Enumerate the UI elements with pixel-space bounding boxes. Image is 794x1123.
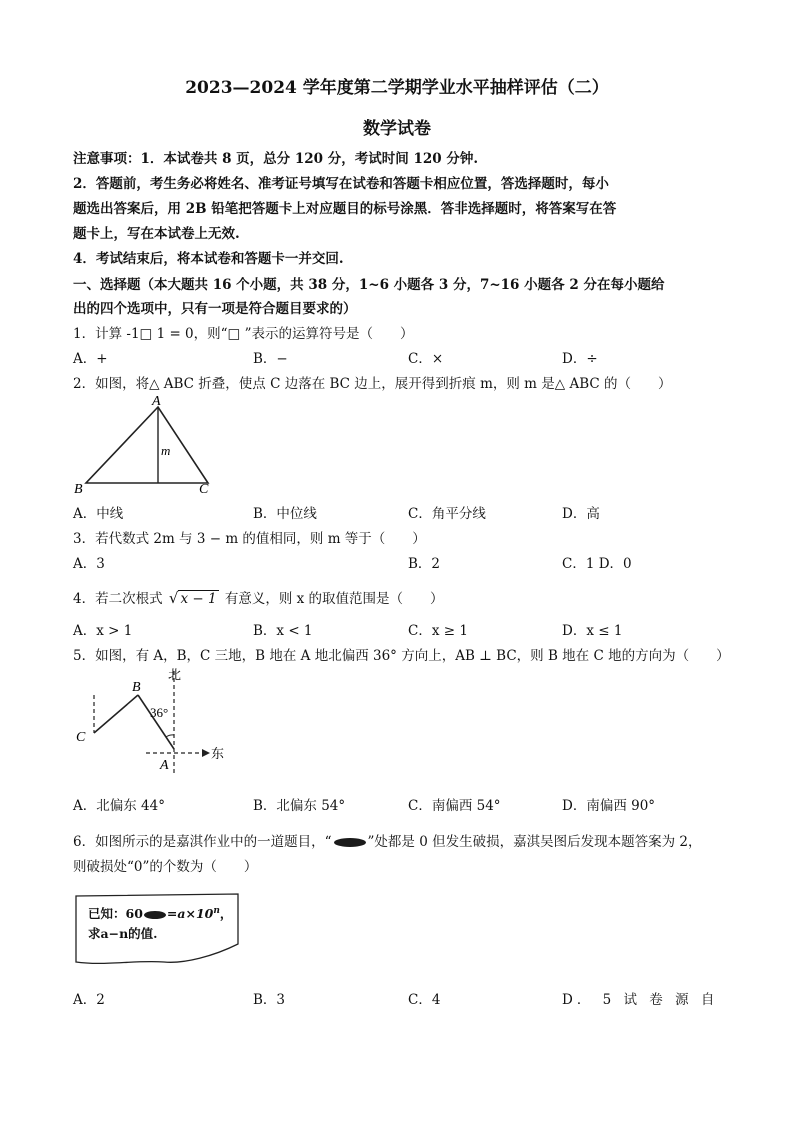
q4-option-d: D．x ≤ 1 <box>562 623 623 639</box>
label-a: A <box>152 394 161 409</box>
q1-option-c: C．× <box>408 351 444 367</box>
q3-option-b: B．2 <box>408 556 441 572</box>
q4-option-c: C．x ≥ 1 <box>408 623 468 639</box>
section-heading-2: 出的四个选项中，只有一项是符合题目要求的） <box>73 301 357 317</box>
q4-stem-a: 4．若二次根式 <box>73 591 163 607</box>
q5-option-a: A．北偏东 44° <box>73 798 165 814</box>
notes-line-3: 题选出答案后，用 2B 铅笔把答题卡上对应题目的标号涂黑．答非选择题时，将答案写在答 <box>73 201 617 217</box>
card-line-2: 求a−n的值. <box>88 926 158 941</box>
q3-stem: 3．若代数式 2m 与 3 − m 的值相同，则 m 等于（ ） <box>73 531 426 547</box>
label-a: A <box>160 758 169 773</box>
q6-stem-b: ”处都是 0 但发生破损，嘉淇吴图后发现本题答案为 2， <box>367 834 702 850</box>
q4-option-b: B．x < 1 <box>253 623 313 639</box>
east-arrow-icon <box>202 749 210 757</box>
q6-stem-a: 6．如图所示的是嘉淇作业中的一道题目，“ <box>73 834 332 850</box>
q6-option-d: D． 5 试 卷 源 自 <box>562 992 719 1008</box>
q2-stem: 2．如图，将△ ABC 折叠，使点 C 边落在 BC 边上，展开得到折痕 m，则 m 是△ ABC 的（ ） <box>73 376 672 392</box>
card-equation: =a×10 <box>166 906 214 921</box>
triangle-abc <box>86 407 208 483</box>
q1-option-d: D．÷ <box>562 351 598 367</box>
card-exponent: n <box>213 905 220 916</box>
q5-option-c: C．南偏西 54° <box>408 798 501 814</box>
card-comma: ， <box>219 906 233 921</box>
sqrt-expression <box>169 589 219 607</box>
q5-direction-figure <box>70 665 230 785</box>
q1-option-a: A．+ <box>73 351 108 367</box>
sqrt-sign-icon: √ <box>168 589 179 607</box>
q1-stem: 1．计算 -1□ 1 = 0，则“□ ”表示的运算符号是（ ） <box>73 326 414 342</box>
card-given: 已知：60 <box>88 906 143 921</box>
card-ink-blot-icon <box>144 911 166 919</box>
q6-option-b: B．3 <box>253 992 286 1008</box>
q2-option-a: A．中线 <box>73 506 124 522</box>
q4-stem-b: 有意义，则 x 的取值范围是（ ） <box>224 591 444 607</box>
angle-arc <box>166 735 174 737</box>
q6-option-a: A．2 <box>73 992 105 1008</box>
segment-cb <box>94 695 138 733</box>
exam-subtitle: 数学试卷 <box>363 119 431 139</box>
q5-option-d: D．南偏西 90° <box>562 798 656 814</box>
label-b: B <box>74 482 83 497</box>
q4-radicand: x − 1 <box>180 591 217 607</box>
label-b: B <box>132 680 141 695</box>
notes-line-5: 4．考试结束后，将本试卷和答题卡一并交回. <box>73 251 344 267</box>
q6-stem <box>73 830 701 850</box>
exam-title: 2023—2024 学年度第二学期学业水平抽样评估（二） <box>185 78 609 98</box>
section-heading-1: 一、选择题（本大题共 16 个小题，共 38 分，1~6 小题各 3 分，7~16 小题各 2 分在每小题给 <box>73 277 665 293</box>
q2-option-c: C．角平分线 <box>408 506 486 522</box>
q4-stem <box>73 587 444 607</box>
label-m: m <box>161 443 171 458</box>
q5-stem: 5．如图，有 A，B，C 三地，B 地在 A 地北偏西 36° 方向上，AB ⊥ BC，则 B 地在 C 地的方向为（ ） <box>73 648 730 664</box>
q6-homework-card <box>74 892 242 968</box>
segment-ba <box>138 695 174 749</box>
ink-blot-icon <box>334 838 366 847</box>
q4-option-a: A．x > 1 <box>73 623 133 639</box>
q2-option-b: B．中位线 <box>253 506 317 522</box>
label-c: C <box>76 730 86 745</box>
q6-option-c: C．4 <box>408 992 441 1008</box>
q1-option-b: B．− <box>253 351 288 367</box>
q6-stem-2: 则破损处“0”的个数为（ ） <box>73 859 258 875</box>
card-line-1 <box>88 904 232 922</box>
notes-line-1: 注意事项：1．本试卷共 8 页，总分 120 分，考试时间 120 分钟. <box>73 151 479 167</box>
label-north: 北 <box>168 667 182 682</box>
q3-option-cd: C．1 D．0 <box>562 556 632 572</box>
label-angle: 36° <box>150 705 169 720</box>
label-c: C <box>199 482 209 497</box>
q2-option-d: D．高 <box>562 506 600 522</box>
label-east: 东 <box>211 746 225 761</box>
q5-option-b: B．北偏东 54° <box>253 798 346 814</box>
notes-line-4: 题卡上，写在本试卷上无效. <box>73 226 240 242</box>
q2-triangle-figure <box>72 393 222 498</box>
q3-option-a: A．3 <box>73 556 105 572</box>
notes-line-2: 2．答题前，考生务必将姓名、准考证号填写在试卷和答题卡相应位置，答选择题时，每小 <box>73 176 609 192</box>
